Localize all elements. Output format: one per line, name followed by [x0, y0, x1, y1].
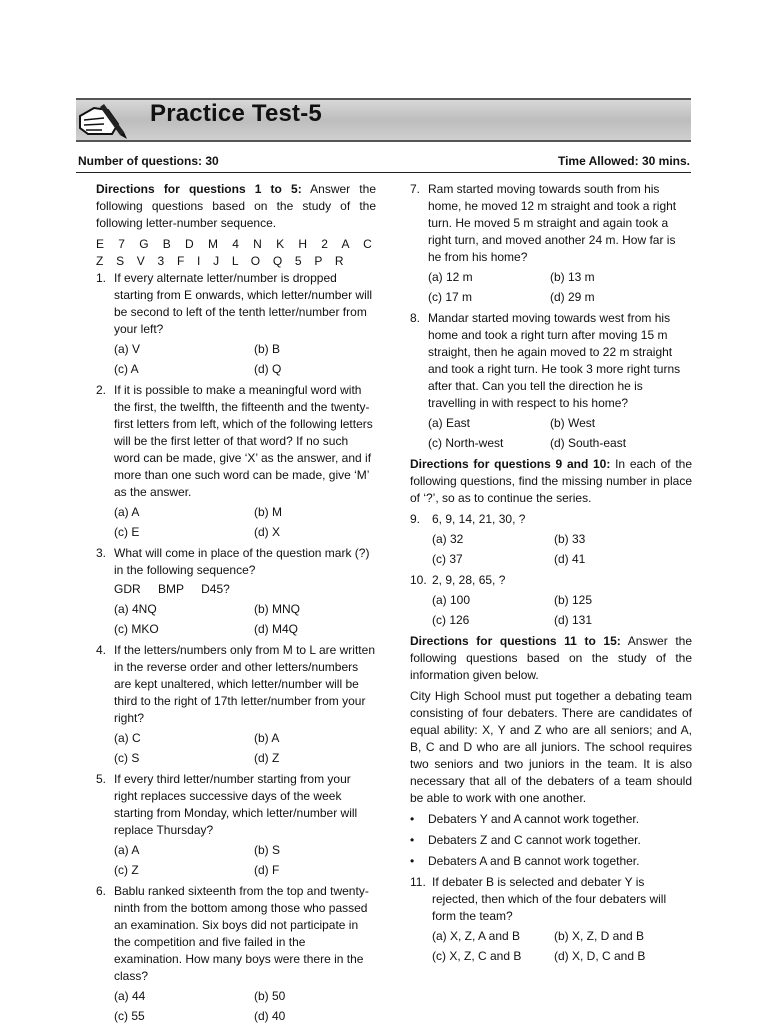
question-text: If it is possible to make a meaningful word with the first, the twelfth, the fifteenth and the twenty-first letters from left, which of the following letters will be the first letter of that word? If no such word can be made, give ‘X’ as the answer, and if more than one such word can be made, give ‘M’ as the answer.	[114, 383, 373, 499]
directions-text: In each of the following questions, find the missing number in place of ‘?’, so as to continue the series.	[410, 457, 692, 505]
question-number: 1.	[96, 271, 107, 285]
page-title: Practice Test-5	[150, 100, 322, 127]
bullet-text: Debaters Z and C cannot work together.	[428, 833, 641, 847]
question-number: 8.	[410, 311, 421, 325]
option-a[interactable]: (a) 44	[114, 989, 146, 1003]
option-c[interactable]: (c) 17 m	[428, 290, 473, 304]
question-text: Bablu ranked sixteenth from the top and twenty-ninth from the bottom among those who passed an examination. Six boys did not participate in the competition and five failed in the examination. How many boys were there in the class?	[114, 884, 369, 983]
option-a[interactable]: (a) 4NQ	[114, 602, 157, 616]
directions-heading: Directions for questions 11 to 15:	[410, 634, 621, 648]
directions-1-5	[96, 181, 376, 232]
option-d[interactable]: (d) X	[254, 525, 281, 539]
option-c[interactable]: (c) MKO	[114, 622, 159, 636]
option-d[interactable]: (d) South-east	[550, 436, 627, 450]
question-text: If the letters/numbers only from M to L are written in the reverse order and other letters/numbers are kept unaltered, which letter/number will be third to the right of 17th letter/number from your right?	[114, 643, 375, 725]
question-6	[96, 883, 376, 1026]
option-a[interactable]: (a) 12 m	[428, 270, 473, 284]
option-c[interactable]: (c) 126	[432, 613, 470, 627]
directions-heading: Directions for questions 1 to 5:	[96, 182, 302, 196]
directions-11-15	[410, 633, 692, 684]
option-b[interactable]: (b) X, Z, D and B	[554, 929, 645, 943]
option-b[interactable]: (b) MNQ	[254, 602, 300, 616]
question-9	[410, 511, 692, 569]
question-text: 2, 9, 28, 65, ?	[432, 573, 506, 587]
option-b[interactable]: (b) 50	[254, 989, 286, 1003]
right-column	[410, 181, 692, 969]
option-b[interactable]: (b) 13 m	[550, 270, 595, 284]
writing-hand-icon	[74, 94, 130, 142]
question-text: If every third letter/number starting from your right replaces successive days of the week starting from Monday, which letter/number will replace Thursday?	[114, 772, 358, 837]
question-text: Mandar started moving towards west from his home and took a right turn after moving 15 m straight, then he again moved to 22 m straight and took a right turn. He took 3 more right turns after that. Can you tell the direction he is travelling in with respect to his home?	[428, 311, 681, 410]
directions-text: Answer the following questions based on the study of the following letter-number sequence.	[96, 182, 376, 230]
question-text: What will come in place of the question mark (?) in the following sequence?	[114, 546, 370, 577]
question-5	[96, 771, 376, 880]
option-d[interactable]: (d) Q	[254, 362, 282, 376]
option-a[interactable]: (a) A	[114, 505, 140, 519]
option-b[interactable]: (b) M	[254, 505, 282, 519]
question-sequence: GDR BMP D45?	[114, 582, 230, 596]
question-3	[96, 545, 376, 639]
options	[114, 842, 376, 879]
question-10	[410, 572, 692, 630]
time-allowed: Time Allowed: 30 mins.	[557, 154, 690, 168]
option-a[interactable]: (a) 32	[432, 532, 464, 546]
question-number: 10.	[410, 573, 427, 587]
option-d[interactable]: (d) 131	[554, 613, 593, 627]
question-8	[410, 310, 692, 453]
option-a[interactable]: (a) X, Z, A and B	[432, 929, 521, 943]
bullet-item	[410, 853, 692, 870]
option-d[interactable]: (d) F	[254, 863, 280, 877]
bullet-icon: •	[410, 854, 415, 868]
option-b[interactable]: (b) West	[550, 416, 596, 430]
question-number: 3.	[96, 546, 107, 560]
options	[114, 988, 376, 1025]
option-a[interactable]: (a) A	[114, 843, 140, 857]
option-b[interactable]: (b) 33	[554, 532, 586, 546]
option-a[interactable]: (a) East	[428, 416, 471, 430]
option-b[interactable]: (b) A	[254, 731, 280, 745]
question-text: Ram started moving towards south from his home, he moved 12 m straight and took a right turn. He moved 5 m straight and again took a right turn, and moved another 24 m. How far is he from his home?	[428, 182, 677, 264]
directions-text: Answer the following questions based on the study of the information given below.	[410, 634, 693, 682]
options	[432, 928, 692, 965]
option-c[interactable]: (c) X, Z, C and B	[432, 949, 522, 963]
option-b[interactable]: (b) 125	[554, 593, 593, 607]
bullet-text: Debaters A and B cannot work together.	[428, 854, 640, 868]
option-a[interactable]: (a) V	[114, 342, 141, 356]
option-c[interactable]: (c) 55	[114, 1009, 145, 1023]
question-number: 5.	[96, 772, 107, 786]
left-column	[96, 181, 376, 1029]
question-number: 9.	[410, 512, 421, 526]
directions-9-10	[410, 456, 692, 507]
question-1	[96, 270, 376, 379]
question-number: 2.	[96, 383, 107, 397]
options	[428, 269, 692, 306]
options	[114, 341, 376, 378]
number-of-questions: Number of questions: 30	[78, 154, 219, 168]
options	[432, 592, 692, 629]
option-a[interactable]: (a) C	[114, 731, 141, 745]
option-d[interactable]: (d) M4Q	[254, 622, 299, 636]
options	[114, 601, 376, 638]
options	[114, 730, 376, 767]
options	[428, 415, 692, 452]
directions-heading: Directions for questions 9 and 10:	[410, 457, 611, 471]
option-d[interactable]: (d) Z	[254, 751, 280, 765]
option-d[interactable]: (d) 40	[254, 1009, 286, 1023]
question-4	[96, 642, 376, 768]
options	[432, 531, 692, 568]
option-b[interactable]: (b) S	[254, 843, 281, 857]
question-text: If every alternate letter/number is dropped starting from E onwards, which letter/number will be second to left of the tenth letter/number from your left?	[114, 271, 373, 336]
option-c[interactable]: (c) E	[114, 525, 140, 539]
option-c[interactable]: (c) A	[114, 362, 139, 376]
question-11	[410, 874, 692, 966]
header-divider	[76, 172, 691, 173]
option-d[interactable]: (d) 41	[554, 552, 586, 566]
bullet-icon: •	[410, 812, 415, 826]
option-c[interactable]: (c) Z	[114, 863, 139, 877]
passage: City High School must put together a debating team consisting of four debaters. There are candidates of equal ability: X, Y and Z who are all seniors; and A, B, C and D who are all juniors. The school requires two seniors and two juniors in the team. It is also necessary that all of the debaters of a team should be able to work with one another.	[410, 689, 692, 805]
option-d[interactable]: (d) 29 m	[550, 290, 595, 304]
question-2	[96, 382, 376, 542]
bullet-item	[410, 832, 692, 849]
question-7	[410, 181, 692, 307]
options	[114, 504, 376, 541]
option-a[interactable]: (a) 100	[432, 593, 471, 607]
question-number: 6.	[96, 884, 107, 898]
question-number: 4.	[96, 643, 107, 657]
letter-number-sequence: E 7 G B D M 4 N K H 2 A C Z S V 3 F I J L O Q 5 P R	[96, 237, 376, 268]
bullet-text: Debaters Y and A cannot work together.	[428, 812, 640, 826]
bullet-icon: •	[410, 833, 415, 847]
question-text: 6, 9, 14, 21, 30, ?	[432, 512, 526, 526]
bullet-item	[410, 811, 692, 828]
question-text: If debater B is selected and debater Y is rejected, then which of the four debaters will form the team?	[432, 875, 667, 923]
option-c[interactable]: (c) North-west	[428, 436, 504, 450]
question-number: 7.	[410, 182, 421, 196]
option-d[interactable]: (d) X, D, C and B	[554, 949, 646, 963]
option-c[interactable]: (c) S	[114, 751, 140, 765]
option-c[interactable]: (c) 37	[432, 552, 463, 566]
question-number: 11.	[410, 875, 426, 889]
option-b[interactable]: (b) B	[254, 342, 281, 356]
